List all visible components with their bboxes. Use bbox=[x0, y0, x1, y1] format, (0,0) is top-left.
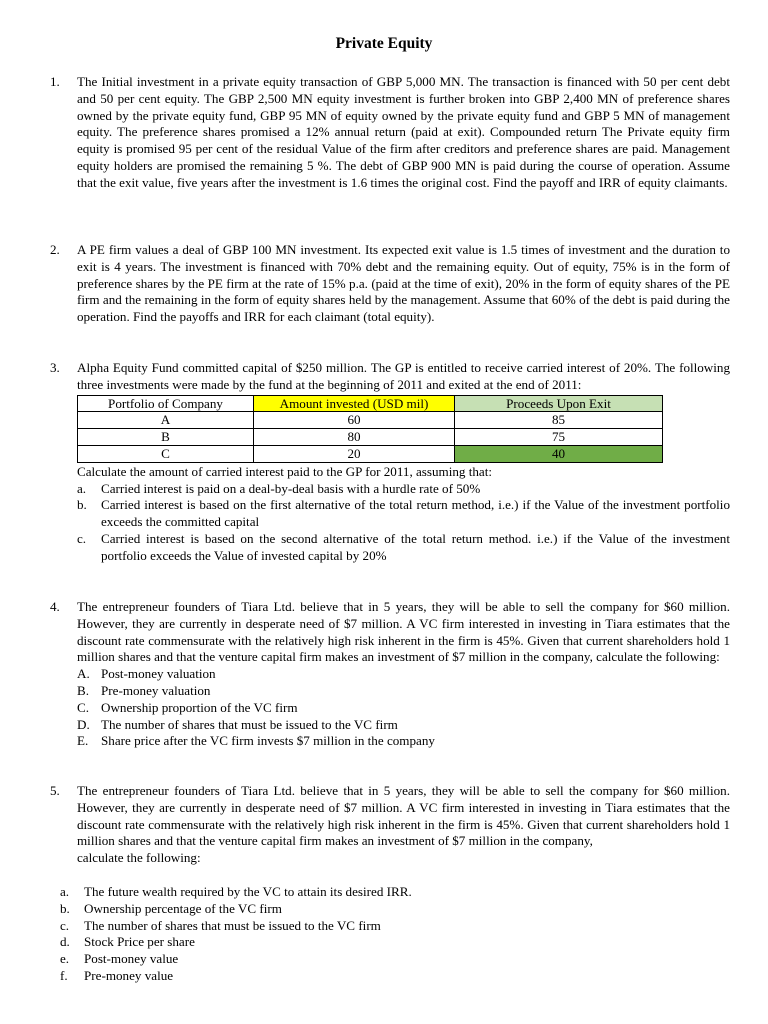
item-text: Ownership proportion of the VC firm bbox=[101, 699, 298, 715]
table-cell: 60 bbox=[254, 412, 455, 429]
question-text: A PE firm values a deal of GBP 100 MN investment. Its expected exit value is 1.5 times of investment and the duration to exit is 4 years. The investment is financed with 70% debt and the remaining equity. Out of equity, 75% is in the form of preference shares by the PE firm at the rate of 15% p.a. (paid at the time of exit), 20% in the form of equity shares of the PE firm and the remaining in the form of equity shares held by the management. Assume that 60% of the debt is paid during the operation. Find the payoffs and IRR for each claimant (total equity). bbox=[77, 242, 730, 325]
question-text: Calculate the amount of carried interest paid to the GP for 2011, assuming that: bbox=[77, 463, 493, 479]
item-text: Pre-money value bbox=[84, 967, 174, 983]
table-header: Amount invested (USD mil) bbox=[254, 395, 455, 412]
item-marker: f. bbox=[60, 967, 68, 983]
list-item bbox=[77, 717, 730, 734]
question-4 bbox=[50, 599, 730, 750]
question-number: 2. bbox=[50, 242, 60, 257]
table-cell: 85 bbox=[455, 412, 663, 429]
list-item bbox=[77, 497, 730, 531]
table-header: Portfolio of Company bbox=[78, 395, 254, 412]
list-item bbox=[77, 700, 730, 717]
item-marker: b. bbox=[77, 497, 87, 513]
item-marker: e. bbox=[60, 951, 70, 967]
list-item bbox=[60, 968, 660, 985]
table-row bbox=[78, 429, 663, 446]
item-text: Carried interest is based on the first alternative of the total return method, i.e.) if the Value of the investment portfolio exceeds the committed capital bbox=[101, 497, 730, 530]
item-marker: a. bbox=[60, 884, 70, 899]
item-marker: a. bbox=[77, 480, 87, 496]
item-marker: b. bbox=[60, 900, 70, 916]
table-cell: 40 bbox=[455, 445, 663, 462]
item-text: The number of shares that must be issued to the VC firm bbox=[101, 716, 398, 732]
item-text: Share price after the VC firm invests $7 million in the company bbox=[101, 733, 435, 749]
item-text: Ownership percentage of the VC firm bbox=[84, 900, 282, 916]
table-cell: 20 bbox=[254, 445, 455, 462]
page-title: Private Equity bbox=[335, 35, 433, 52]
question-text: The entrepreneur founders of Tiara Ltd. believe that in 5 years, they will be able to sell the company for $60 million. However, they are currently in desperate need of $7 million. A VC firm interested in investing in Tiara estimates that the discount rate commensurate with the relatively high risk inherent in the firm is 45%. Given that current shareholders hold 1 million shares and that the venture capital firm makes an investment of $7 million in the company, bbox=[77, 783, 730, 849]
item-text: Stock Price per share bbox=[84, 934, 195, 950]
table-header-row bbox=[78, 395, 663, 412]
question-3 bbox=[50, 360, 730, 565]
item-text: Post-money valuation bbox=[101, 666, 216, 682]
item-text: Pre-money valuation bbox=[101, 682, 211, 698]
table-cell: 75 bbox=[455, 429, 663, 446]
item-marker: C. bbox=[77, 699, 90, 715]
item-marker: E. bbox=[77, 733, 89, 749]
item-marker: D. bbox=[77, 716, 90, 732]
table-cell: A bbox=[78, 412, 254, 429]
question-intro: Alpha Equity Fund committed capital of $250 million. The GP is entitled to receive carried interest of 20%. The following three investments were made by the fund at the beginning of 2011 and exited at the end of 2011: bbox=[77, 360, 730, 392]
question-2 bbox=[50, 242, 730, 326]
item-text: The future wealth required by the VC to attain its desired IRR. bbox=[84, 884, 412, 899]
question-lead: calculate the following: bbox=[77, 850, 201, 866]
list-item bbox=[77, 733, 730, 750]
item-marker: A. bbox=[77, 666, 90, 682]
item-text: Carried interest is paid on a deal-by-deal basis with a hurdle rate of 50% bbox=[101, 480, 481, 496]
list-item bbox=[77, 666, 730, 683]
item-marker: c. bbox=[77, 530, 87, 546]
question-1 bbox=[50, 74, 730, 192]
item-text: The number of shares that must be issued to the VC firm bbox=[84, 917, 381, 933]
table-cell: B bbox=[78, 429, 254, 446]
table-row bbox=[78, 412, 663, 429]
question-number: 3. bbox=[50, 360, 60, 375]
question-text: The Initial investment in a private equity transaction of GBP 5,000 MN. The transaction is financed with 50 per cent debt and 50 per cent equity. The GBP 2,500 MN equity investment is further broken into GBP 2,400 MN of preference shares owned by the private equity fund, GBP 95 MN of equity owned by the private equity fund and GBP 5 MN of management equity. The preference shares promised a 12% annual return (paid at exit). Compounded return The Private equity firm equity is promised 95 per cent of the residual Value of the firm after creditors and preference shares are paid. Management equity holders are promised the remaining 5 %. The debt of GBP 900 MN is paid during the course of operation. Assume that the exit value, five years after the investment is 1.6 times the original cost. Find the payoff and IRR of equity claimants. bbox=[77, 74, 730, 190]
list-item bbox=[77, 531, 730, 565]
table-row bbox=[78, 445, 663, 462]
item-marker: d. bbox=[60, 934, 70, 950]
item-text: Post-money value bbox=[84, 951, 179, 967]
list-item bbox=[60, 918, 660, 935]
portfolio-table bbox=[77, 395, 663, 463]
list-item bbox=[60, 901, 660, 918]
question-text: The entrepreneur founders of Tiara Ltd. believe that in 5 years, they will be able to sell the company for $60 million. However, they are currently in desperate need of $7 million. A VC firm interested in investing in Tiara estimates that the discount rate commensurate with the relatively high risk inherent in the firm is 45%. Given that current shareholders hold 1 million shares and that the venture capital firm makes an investment of $7 million in the company, calculate the following: bbox=[77, 599, 730, 665]
list-item bbox=[60, 934, 660, 951]
list-item bbox=[60, 951, 660, 968]
question-number: 1. bbox=[50, 74, 60, 89]
question-5 bbox=[50, 783, 730, 867]
question-number: 4. bbox=[50, 599, 60, 614]
item-text: Carried interest is based on the second alternative of the total return method. i.e.) if the Value of the investment portfolio exceeds the Value of invested capital by 20% bbox=[101, 530, 730, 563]
list-item bbox=[77, 481, 730, 498]
table-cell: C bbox=[78, 445, 254, 462]
table-header: Proceeds Upon Exit bbox=[455, 395, 663, 412]
question-number: 5. bbox=[50, 783, 60, 798]
item-marker: B. bbox=[77, 682, 90, 698]
question-5-list bbox=[60, 884, 660, 985]
list-item bbox=[60, 884, 660, 901]
item-marker: c. bbox=[60, 917, 70, 933]
list-item bbox=[77, 683, 730, 700]
table-cell: 80 bbox=[254, 429, 455, 446]
